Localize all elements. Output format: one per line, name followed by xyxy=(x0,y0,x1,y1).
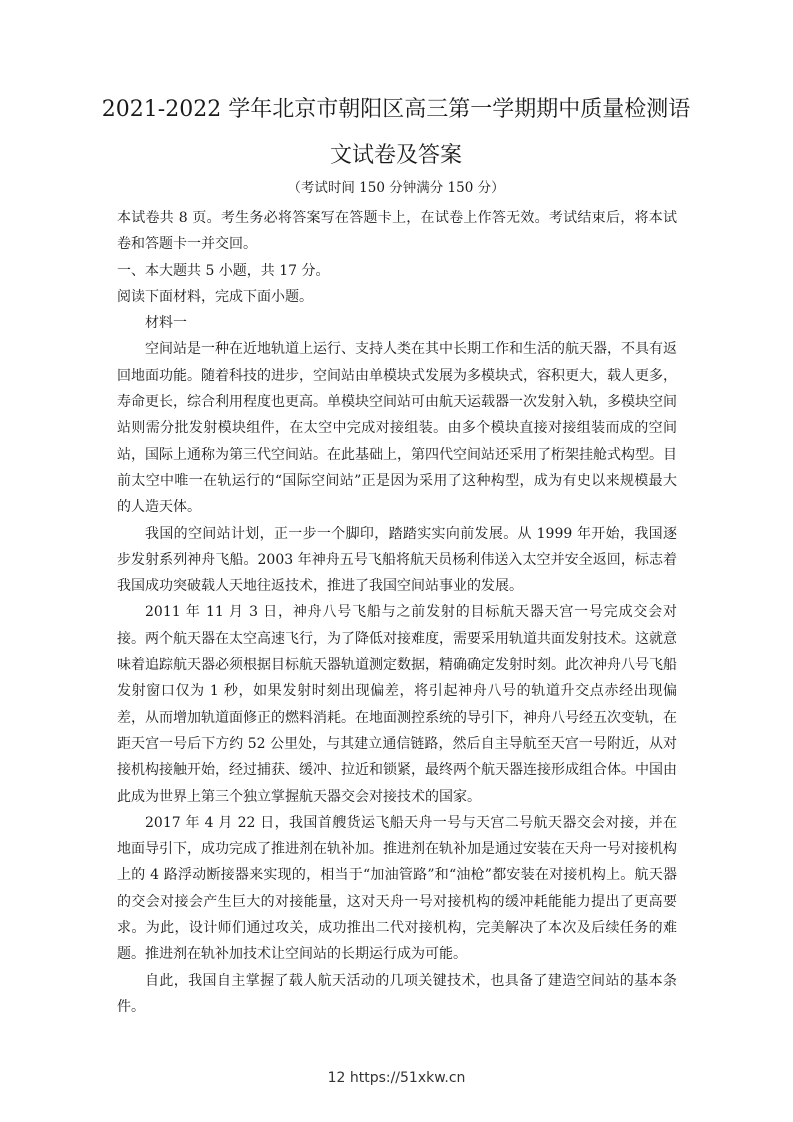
paragraph: 2011 年 11 月 3 日，神舟八号飞船与之前发射的目标航天器天宫一号完成交会对接。两个航天器在太空高速飞行，为了降低对接难度，需要采用轨道共面发射技术。这就意味着追踪航天器必须根据目标航天器轨道测定数据，精确确定发射时刻。此次神舟八号飞船发射窗口仅为 1 秒，如果发射时刻出现偏差，将引起神舟八号的轨道升交点赤经出现偏差，从而增加轨道面修正的燃料消耗。在地面测控系统的导引下，神舟八号经五次变轨，在距天宫一号后下方约 52 公里处，与其建立通信链路，然后自主导航至天宫一号附近，从对接机构接触开始，经过捕获、缓冲、拉近和锁紧，最终两个航天器连接形成组合体。中国由此成为世界上第三个独立掌握航天器交会对接技术的国家。 xyxy=(117,604,677,805)
document-title-line-1: 2021-2022 学年北京市朝阳区高三第一学期期中质量检测语 xyxy=(101,97,691,122)
exam-instructions: 本试卷共 8 页。考生务必将答案写在答题卡上，在试卷上作答无效。考试结束后，将本试卷和答题卡一并交回。 xyxy=(117,210,677,253)
document-body xyxy=(117,205,677,1020)
paragraph: 自此，我国自主掌握了载人航天活动的几项关键技术，也具备了建造空间站的基本条件。 xyxy=(117,972,677,1015)
paragraph: 我国的空间站计划，正一步一个脚印，踏踏实实向前发展。从 1999 年开始，我国逐步发射系列神舟飞船。2003 年神舟五号飞船将航天员杨利伟送入太空并安全返回，标志着我国成功突破载人天地往返技术，推进了我国空间站事业的发展。 xyxy=(117,525,677,595)
reading-instruction: 阅读下面材料，完成下面小题。 xyxy=(117,288,313,305)
exam-info: （考试时间 150 分钟满分 150 分） xyxy=(287,180,505,196)
section-heading: 一、本大题共 5 小题，共 17 分。 xyxy=(117,262,330,279)
paragraph: 2017 年 4 月 22 日，我国首艘货运飞船天舟一号与天宫二号航天器交会对接，并在地面导引下，成功完成了推进剂在轨补加。推进剂在轨补加是通过安装在天舟一号对接机构上的 4 路浮动断接器来实现的，相当于“加油管路”和“油枪”都安装在对接机构上。航天器的交会对接会产生巨大的对接能量，这对天舟一号对接机构的缓冲耗能能力提出了更高要求。为此，设计师们通过攻关，成功推出二代对接机构，完美解决了本次及后续任务的难题。推进剂在轨补加技术让空间站的长期运行成为可能。 xyxy=(117,814,677,963)
material-label: 材料一 xyxy=(145,315,187,332)
document-title-line-2: 文试卷及答案 xyxy=(329,143,462,168)
paragraph: 空间站是一种在近地轨道上运行、支持人类在其中长期工作和生活的航天器，不具有返回地面功能。随着科技的进步，空间站由单模块式发展为多模块式，容积更大，载人更多，寿命更长，综合利用程度也更高。单模块空间站可由航天运载器一次发射入轨，多模块空间站则需分批发射模块组件，在太空中完成对接组装。由多个模块直接对接组装而成的空间站，国际上通称为第三代空间站。在此基础上，第四代空间站还采用了桁架挂舱式构型。目前太空中唯一在轨运行的“国际空间站”正是因为采用了这种构型，成为有史以来规模最大的人造天体。 xyxy=(117,341,677,516)
page-footer: 12 https://51xkw.cn xyxy=(327,1070,466,1086)
